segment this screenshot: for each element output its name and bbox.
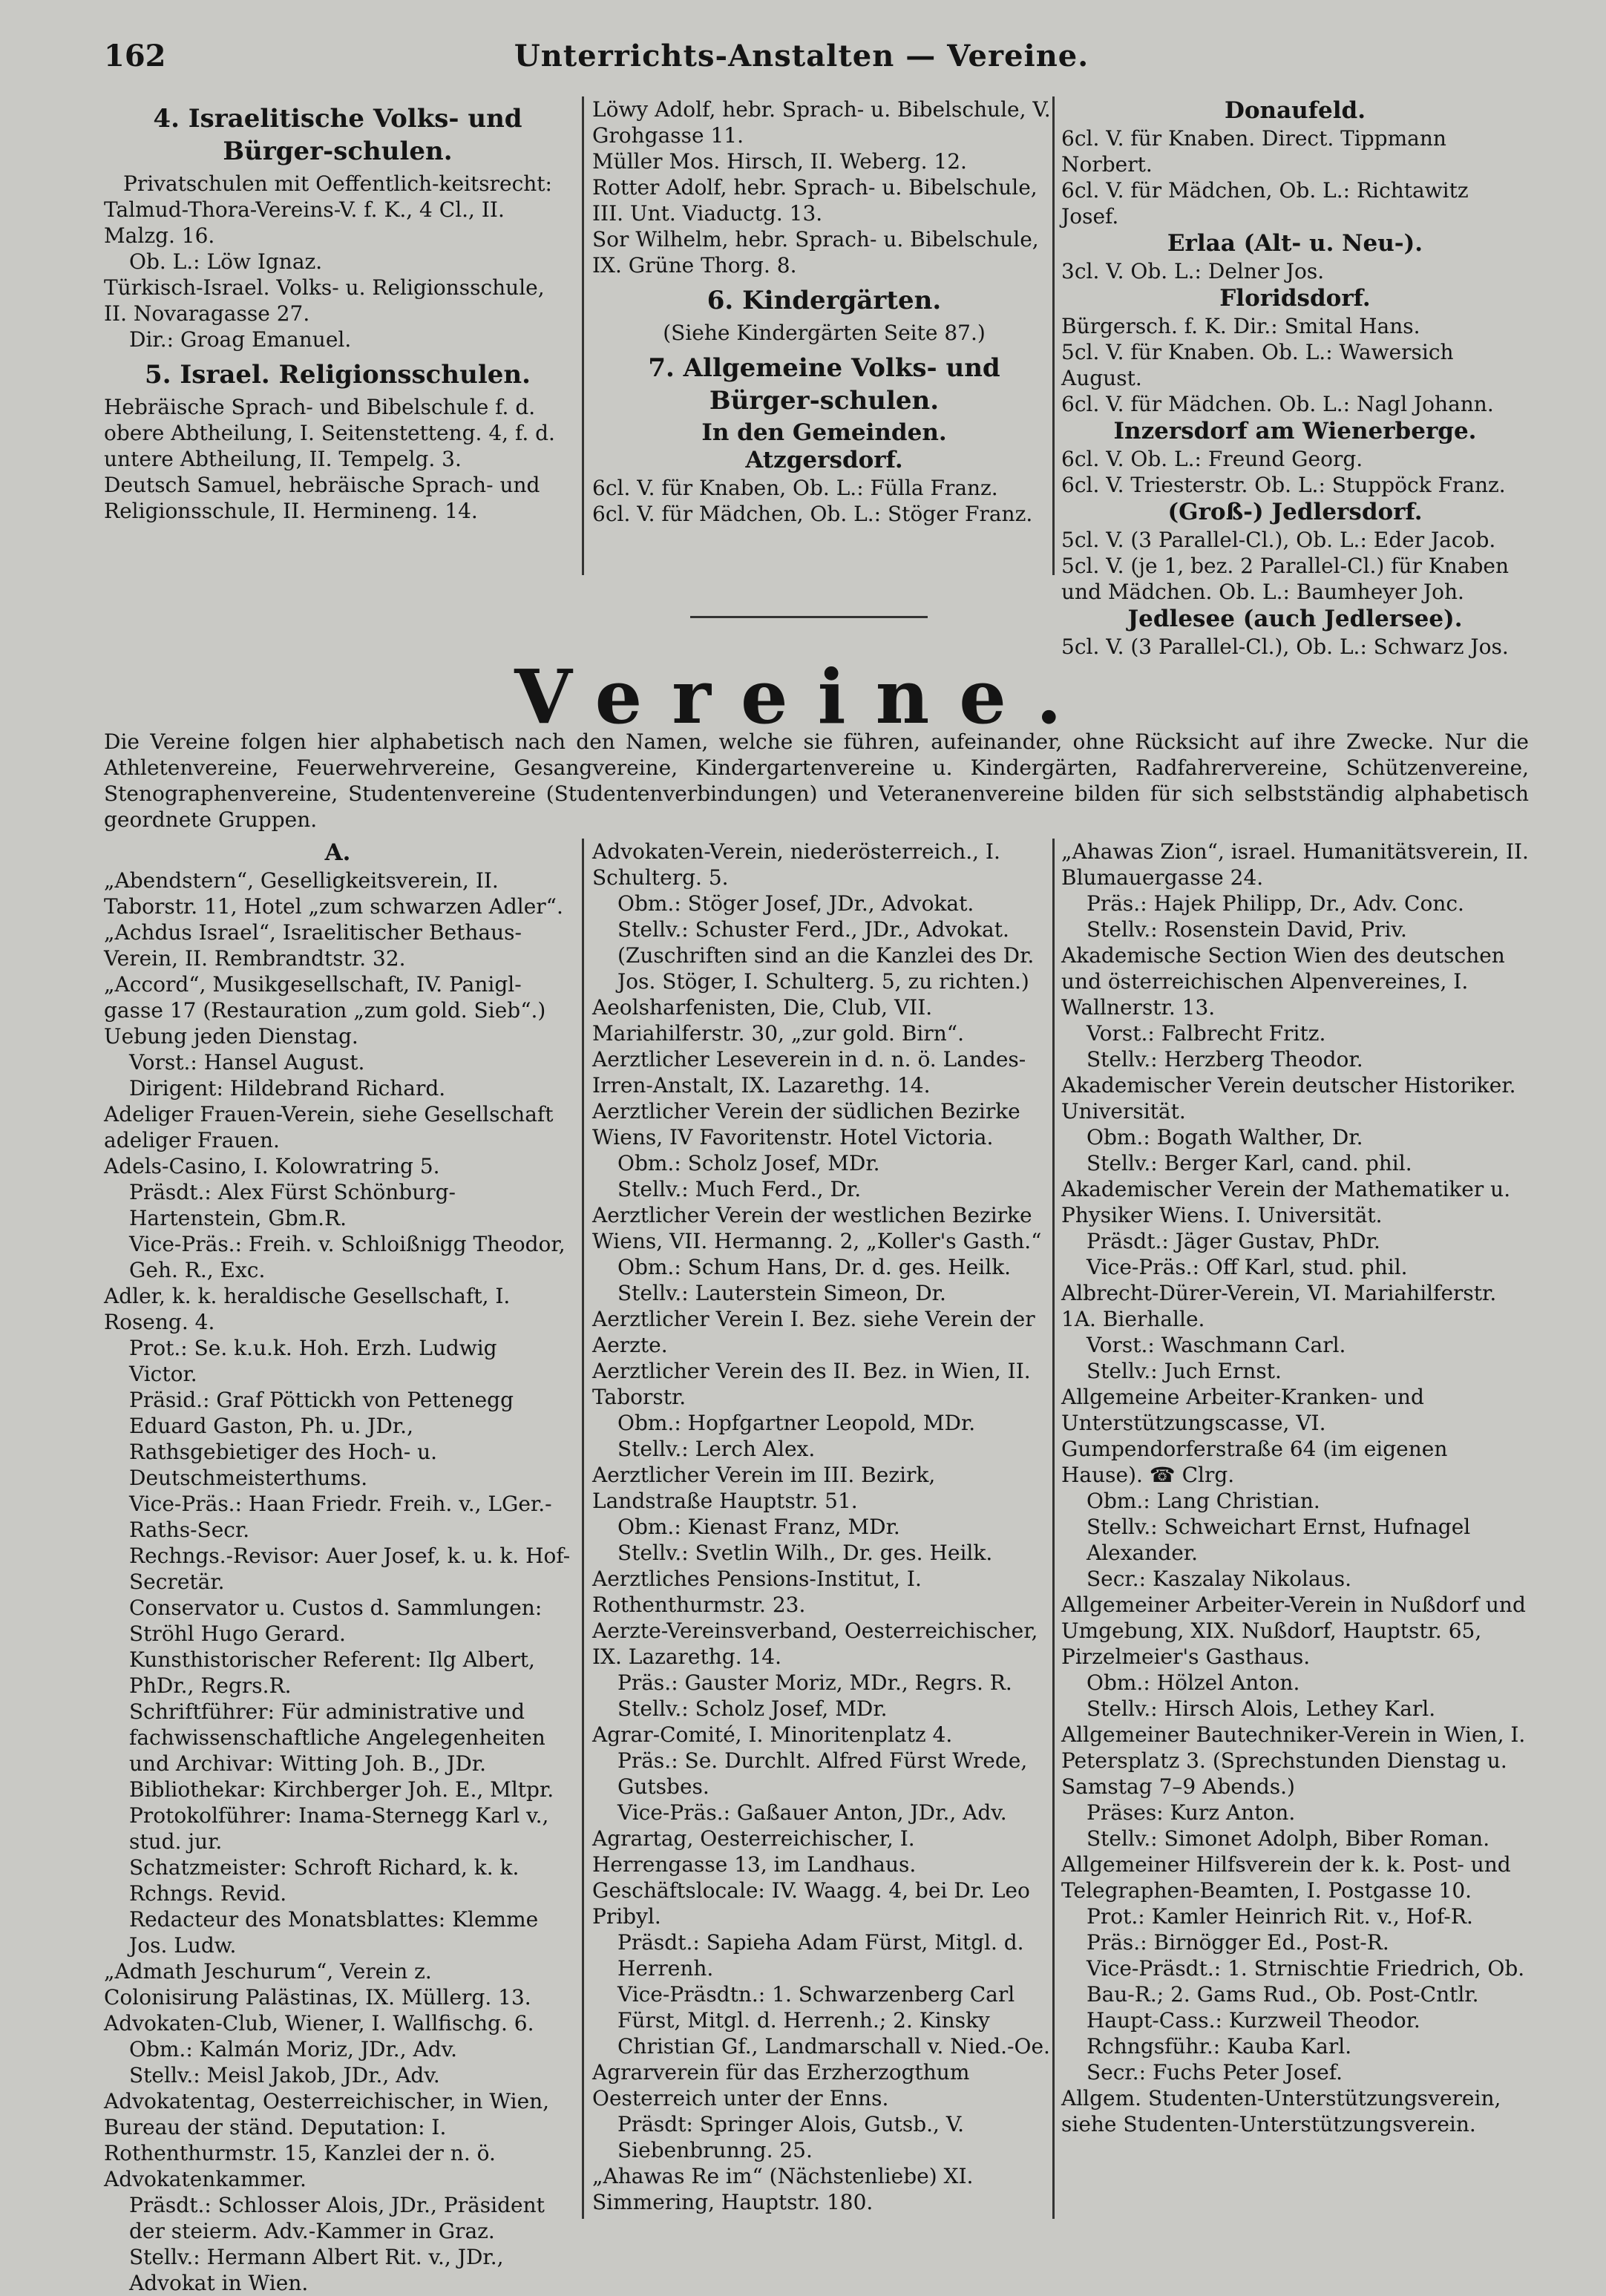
detail-line: Conservator u. Custos d. Sammlungen: Ströhl Hugo Gerard.	[129, 1595, 543, 1646]
detail-line: Vorst.: Hansel August.	[129, 1050, 365, 1075]
entry: Advokatentag, Oesterreichischer, in Wien, Bureau der ständ. Deputation: I. Rothenthurmstr. 15, Kanzlei der n. ö. Advokatenkammer.	[104, 2089, 550, 2191]
detail-line: Stellv.: Hirsch Alois, Lethey Karl.	[1086, 1696, 1436, 1721]
entry: Aerztlicher Verein I. Bez. siehe Verein der Aerzte.	[592, 1307, 1035, 1357]
entry: Akademischer Verein deutscher Historiker. Universität.	[1061, 1073, 1516, 1124]
detail-line: Obm.: Stöger Josef, JDr., Advokat.	[617, 891, 974, 916]
detail-line: Stellv.: Simonet Adolph, Biber Roman.	[1086, 1826, 1490, 1851]
subheading: Atzgersdorf.	[745, 447, 903, 473]
entry: 6cl. V. Ob. L.: Freund Georg.	[1061, 447, 1363, 471]
detail-line: Ob. L.: Löw Ignaz.	[129, 249, 323, 274]
subheading: Inzersdorf am Wienerberge.	[1113, 418, 1477, 445]
detail-line: Prot.: Kamler Heinrich Rit. v., Hof-R.	[1086, 1904, 1473, 1929]
vereine-heading: Vereine.	[514, 653, 1092, 741]
detail-line: Secr.: Fuchs Peter Josef.	[1086, 2060, 1343, 2085]
entry: „Admath Jeschurum“, Verein z. Colonisirung Palästinas, IX. Müllerg. 13.	[104, 1959, 531, 2010]
entry: Agrartag, Oesterreichischer, I. Herrengasse 13, im Landhaus. Geschäftslocale: IV. Waagg. 4, bei Dr. Leo Pribyl.	[592, 1826, 1030, 1929]
subheading: Erlaa (Alt- u. Neu-).	[1167, 230, 1423, 257]
entry: Rotter Adolf, hebr. Sprach- u. Bibelschule, III. Unt. Viaductg. 13.	[592, 175, 1038, 226]
subheading: In den Gemeinden.	[701, 419, 947, 446]
detail-line: Vorst.: Falbrecht Fritz.	[1086, 1021, 1326, 1046]
subheading: Donaufeld.	[1224, 97, 1366, 124]
schools-column-2	[592, 96, 1056, 527]
note: Privatschulen mit Oeffentlich-keitsrecht:	[122, 171, 552, 196]
detail-line: Stellv.: Berger Karl, cand. phil.	[1086, 1151, 1412, 1175]
detail-line: Präsdt.: Sapieha Adam Fürst, Mitgl. d. Herrenh.	[617, 1930, 1024, 1981]
entry: Allgemeiner Bautechniker-Verein in Wien, I. Petersplatz 3. (Sprechstunden Dienstag u. Samstag 7–9 Abends.)	[1061, 1722, 1526, 1799]
detail-line: Stellv.: Lauterstein Simeon, Dr.	[617, 1281, 946, 1305]
detail-line: Präs.: Gauster Moriz, MDr., Regrs. R.	[617, 1670, 1012, 1695]
detail-line: Vice-Präsdtn.: 1. Schwarzenberg Carl Fürst, Mitgl. d. Herrenh.; 2. Kinsky Christian Gf., Landmarschall v. Nied.-Oe.	[617, 1982, 1050, 2059]
detail-line: Secr.: Kaszalay Nikolaus.	[1086, 1567, 1351, 1591]
entry: „Ahawas Re im“ (Nächstenliebe) XI. Simmering, Hauptstr. 180.	[592, 2164, 974, 2214]
column-divider	[582, 839, 584, 2219]
detail-line: Obm.: Hölzel Anton.	[1086, 1670, 1300, 1695]
detail-line: Präsdt: Springer Alois, Gutsb., V. Siebenbrunng. 25.	[617, 2112, 965, 2162]
entry: 6cl. V. für Mädchen. Ob. L.: Nagl Johann.	[1061, 392, 1494, 416]
detail-line: Stellv.: Schuster Ferd., JDr., Advokat. (Zuschriften sind an die Kanzlei des Dr. Jos. Stöger, I. Schulterg. 5, zu richten.)	[617, 917, 1035, 994]
detail-line: Stellv.: Rosenstein David, Priv.	[1086, 917, 1407, 942]
entry: Aerztlicher Verein der westlichen Bezirke Wiens, VII. Hermanng. 2, „Koller's Gasth.“	[592, 1203, 1042, 1253]
detail-line: Präsid.: Graf Pöttickh von Pettenegg Eduard Gaston, Ph. u. JDr., Rathsgebietiger des Hoch- u. Deutschmeisterthums.	[129, 1388, 514, 1490]
entry: 6cl. V. für Knaben, Ob. L.: Fülla Franz.	[592, 476, 998, 500]
section-rule	[690, 616, 928, 618]
detail-line: Bibliothekar: Kirchberger Joh. E., Mltpr.	[129, 1777, 554, 1802]
section-heading: 5. Israel. Religionsschulen.	[145, 360, 531, 390]
entry: Allgemeine Arbeiter-Kranken- und Unterstützungscasse, VI. Gumpendorferstraße 64 (im eigenen Hause). ☎ Clrg.	[1061, 1385, 1448, 1487]
detail-line: Präs.: Birnögger Ed., Post-R.	[1086, 1930, 1389, 1955]
entry: Allgemeiner Hilfsverein der k. k. Post- und Telegraphen-Beamten, I. Postgasse 10.	[1061, 1852, 1511, 1903]
subheading: (Groß-) Jedlersdorf.	[1167, 499, 1423, 525]
section-heading: 4. Israelitische Volks- und Bürger-schulen.	[153, 104, 522, 166]
entry: 6cl. V. für Mädchen, Ob. L.: Richtawitz Josef.	[1061, 178, 1469, 229]
column-divider	[1052, 96, 1055, 575]
detail-line: Obm.: Hopfgartner Leopold, MDr.	[617, 1411, 976, 1435]
entry: Akademischer Verein der Mathematiker u. Physiker Wiens. I. Universität.	[1061, 1177, 1511, 1227]
detail-line: Präsdt.: Jäger Gustav, PhDr.	[1086, 1229, 1380, 1253]
entry: Agrarverein für das Erzherzogthum Oesterreich unter der Enns.	[592, 2060, 970, 2110]
detail-line: Redacteur des Monatsblattes: Klemme Jos. Ludw.	[129, 1907, 539, 1958]
detail-line: Vice-Präs.: Haan Friedr. Freih. v., LGer.-Raths-Secr.	[129, 1492, 552, 1542]
entry: 6cl. V. Triesterstr. Ob. L.: Stuppöck Franz.	[1061, 473, 1506, 497]
entry: Aerztlicher Verein im III. Bezirk, Landstraße Hauptstr. 51.	[592, 1463, 936, 1513]
detail-line: Obm.: Kalmán Moriz, JDr., Adv.	[129, 2037, 458, 2062]
detail-line: Stellv.: Hermann Albert Rit. v., JDr., Advokat in Wien.	[129, 2245, 504, 2295]
entry: Aerztlicher Leseverein in d. n. ö. Landes-Irren-Anstalt, IX. Lazarethg. 14.	[592, 1047, 1026, 1098]
detail-line: Obm.: Scholz Josef, MDr.	[617, 1151, 880, 1175]
section-heading: 6. Kindergärten.	[707, 286, 942, 315]
detail-line: Vice-Präs.: Freih. v. Schloißnigg Theodor, Geh. R., Exc.	[129, 1232, 566, 1282]
detail-line: Präsdt.: Schlosser Alois, JDr., Präsident der steierm. Adv.-Kammer in Graz.	[129, 2193, 545, 2243]
entry: Akademische Section Wien des deutschen und österreichischen Alpenvereines, I. Wallnerstr. 13.	[1061, 943, 1505, 1020]
schools-column-1	[104, 96, 571, 524]
entry: 6cl. V. für Knaben. Direct. Tippmann Norbert.	[1061, 126, 1446, 177]
entry: Aerztlicher Verein des II. Bez. in Wien, II. Taborstr.	[592, 1359, 1031, 1409]
detail-line: Protokolführer: Inama-Sternegg Karl v., stud. jur.	[129, 1803, 549, 1854]
vereine-intro: Die Vereine folgen hier alphabetisch nach den Namen, welche sie führen, aufeinander, ohne Rücksicht auf ihre Zwecke. Nur die Athletenvereine, Feuerwehrvereine, Gesangvereine, Kindergartenvereine u. Kindergärten, Radfahrervereine, Schützenvereine, Stenographenvereine, Studentenvereine (Studentenverbindungen) und Veteranenvereine bilden für sich selbstständig alphabetisch geordnete Gruppen.	[104, 729, 1529, 832]
detail-line: Stellv.: Svetlin Wilh., Dr. ges. Heilk.	[617, 1541, 993, 1565]
entry: Löwy Adolf, hebr. Sprach- u. Bibelschule, V. Grohgasse 11.	[592, 97, 1051, 148]
detail-line: Obm.: Lang Christian.	[1086, 1489, 1320, 1513]
entry: 5cl. V. (je 1, bez. 2 Parallel-Cl.) für Knaben und Mädchen. Ob. L.: Baumheyer Joh.	[1061, 554, 1510, 604]
vereine-column-1	[104, 839, 571, 2296]
entry: Aeolsharfenisten, Die, Club, VII. Mariahilferstr. 30, „zur gold. Birn“.	[592, 995, 965, 1046]
entry: Türkisch-Israel. Volks- u. Religionsschule, II. Novaragasse 27.	[104, 275, 545, 326]
entry: Albrecht-Dürer-Verein, VI. Mariahilferstr. 1A. Bierhalle.	[1061, 1281, 1497, 1331]
entry: Talmud-Thora-Vereins-V. f. K., 4 Cl., II. Malzg. 16.	[104, 197, 505, 248]
vereine-column-2	[592, 839, 1056, 2215]
detail-line: Dir.: Groag Emanuel.	[129, 327, 352, 352]
detail-line: Präses: Kurz Anton.	[1086, 1800, 1296, 1825]
entry: Allgemeiner Arbeiter-Verein in Nußdorf und Umgebung, XIX. Nußdorf, Hauptstr. 65, Pirzelmeier's Gasthaus.	[1061, 1593, 1526, 1669]
detail-line: Präsdt.: Alex Fürst Schönburg-Hartenstein, Gbm.R.	[129, 1180, 456, 1230]
detail-line: Vice-Präs.: Gaßauer Anton, JDr., Adv.	[617, 1800, 1007, 1825]
detail-line: Stellv.: Lerch Alex.	[617, 1437, 816, 1461]
entry: Bürgersch. f. K. Dir.: Smital Hans.	[1061, 314, 1420, 338]
page-header	[104, 39, 1499, 83]
entry: Deutsch Samuel, hebräische Sprach- und Religionsschule, II. Hermineng. 14.	[104, 473, 540, 523]
entry: Agrar-Comité, I. Minoritenplatz 4.	[592, 1722, 953, 1747]
detail-line: Kunsthistorischer Referent: Ilg Albert, PhDr., Regrs.R.	[129, 1647, 535, 1698]
detail-line: Präs.: Hajek Philipp, Dr., Adv. Conc.	[1086, 891, 1464, 916]
detail-line: Stellv.: Schweichart Ernst, Hufnagel Alexander.	[1086, 1515, 1471, 1565]
detail-line: Prot.: Se. k.u.k. Hoh. Erzh. Ludwig Victor.	[129, 1336, 497, 1386]
detail-line: Schatzmeister: Schroft Richard, k. k. Rchngs. Revid.	[129, 1855, 520, 1906]
detail-line: Stellv.: Herzberg Theodor.	[1086, 1047, 1363, 1072]
entry: Aerzte-Vereinsverband, Oesterreichischer, IX. Lazarethg. 14.	[592, 1618, 1038, 1669]
detail-line: Vorst.: Waschmann Carl.	[1086, 1333, 1346, 1357]
detail-line: Stellv.: Meisl Jakob, JDr., Adv.	[129, 2063, 440, 2087]
entry: Advokaten-Verein, niederösterreich., I. Schulterg. 5.	[592, 839, 1000, 890]
entry: Müller Mos. Hirsch, II. Weberg. 12.	[592, 149, 967, 174]
entry: Adels-Casino, I. Kolowratring 5.	[104, 1154, 440, 1178]
page-number: 162	[104, 39, 166, 73]
section-heading: 7. Allgemeine Volks- und Bürger-schulen.	[648, 353, 1000, 416]
entry: Adler, k. k. heraldische Gesellschaft, I. Roseng. 4.	[104, 1284, 511, 1334]
entry: Aerztliches Pensions-Institut, I. Rothenthurmstr. 23.	[592, 1567, 922, 1617]
detail-line: Haupt-Cass.: Kurzweil Theodor.	[1086, 2008, 1420, 2033]
entry: 3cl. V. Ob. L.: Delner Jos.	[1061, 259, 1325, 283]
entry: 6cl. V. für Mädchen, Ob. L.: Stöger Franz.	[592, 502, 1033, 526]
subheading: Jedlesee (auch Jedlersee).	[1127, 606, 1463, 632]
detail-line: Obm.: Kienast Franz, MDr.	[617, 1515, 900, 1539]
detail-line: Rchngsführ.: Kauba Karl.	[1086, 2034, 1352, 2059]
entry: 5cl. V. (3 Parallel-Cl.), Ob. L.: Schwarz Jos.	[1061, 634, 1509, 659]
entry: „Abendstern“, Geselligkeitsverein, II. Taborstr. 11, Hotel „zum schwarzen Adler“.	[104, 868, 563, 919]
column-divider	[582, 96, 584, 575]
detail-line: Stellv.: Much Ferd., Dr.	[617, 1177, 862, 1201]
detail-line: Schriftführer: Für administrative und fachwissenschaftliche Angelegenheiten und Archivar: Witting Joh. B., JDr.	[129, 1699, 545, 1776]
subheading: Floridsdorf.	[1219, 285, 1371, 312]
entry: Hebräische Sprach- und Bibelschule f. d. obere Abtheilung, I. Seitenstetteng. 4, f. d. untere Abtheilung, II. Tempelg. 3.	[104, 395, 555, 471]
schools-column-3	[1061, 96, 1529, 660]
detail-line: Vice-Präs.: Off Karl, stud. phil.	[1086, 1255, 1408, 1279]
column-divider	[1052, 839, 1055, 2219]
entry: „Ahawas Zion“, israel. Humanitätsverein, II. Blumauergasse 24.	[1061, 839, 1529, 890]
note: (Siehe Kindergärten Seite 87.)	[663, 321, 986, 345]
entry: „Accord“, Musikgesellschaft, IV. Panigl-gasse 17 (Restauration „zum gold. Sieb“.) Uebung jeden Dienstag.	[104, 972, 546, 1049]
entry: 5cl. V. für Knaben. Ob. L.: Wawersich August.	[1061, 340, 1454, 390]
detail-line: Stellv.: Scholz Josef, MDr.	[617, 1696, 888, 1721]
entry: Aerztlicher Verein der südlichen Bezirke Wiens, IV Favoritenstr. Hotel Victoria.	[592, 1099, 1020, 1149]
detail-line: Obm.: Bogath Walther, Dr.	[1086, 1125, 1363, 1149]
entry: 5cl. V. (3 Parallel-Cl.), Ob. L.: Eder Jacob.	[1061, 528, 1496, 552]
detail-line: Obm.: Schum Hans, Dr. d. ges. Heilk.	[617, 1255, 1012, 1279]
subheading: A.	[324, 839, 351, 866]
vereine-column-3	[1061, 839, 1529, 2137]
entry: Sor Wilhelm, hebr. Sprach- u. Bibelschule, IX. Grüne Thorg. 8.	[592, 227, 1039, 278]
entry: Adeliger Frauen-Verein, siehe Gesellschaft adeliger Frauen.	[104, 1102, 554, 1152]
detail-line: Vice-Präsdt.: 1. Strnischtie Friedrich, Ob. Bau-R.; 2. Gams Rud., Ob. Post-Cntlr.	[1086, 1956, 1525, 2007]
entry: Allgem. Studenten-Unterstützungsverein, siehe Studenten-Unterstützungsverein.	[1061, 2086, 1501, 2136]
entry: „Achdus Israel“, Israelitischer Bethaus-Verein, II. Rembrandtstr. 32.	[104, 920, 522, 971]
entry: Advokaten-Club, Wiener, I. Wallfischg. 6.	[104, 2011, 534, 2036]
detail-line: Rechngs.-Revisor: Auer Josef, k. u. k. Hof-Secretär.	[129, 1544, 571, 1594]
detail-line: Stellv.: Juch Ernst.	[1086, 1359, 1282, 1383]
detail-line: Dirigent: Hildebrand Richard.	[129, 1076, 446, 1101]
running-title: Unterrichts-Anstalten — Vereine.	[514, 39, 1089, 73]
detail-line: Präs.: Se. Durchlt. Alfred Fürst Wrede, Gutsbes.	[617, 1748, 1028, 1799]
